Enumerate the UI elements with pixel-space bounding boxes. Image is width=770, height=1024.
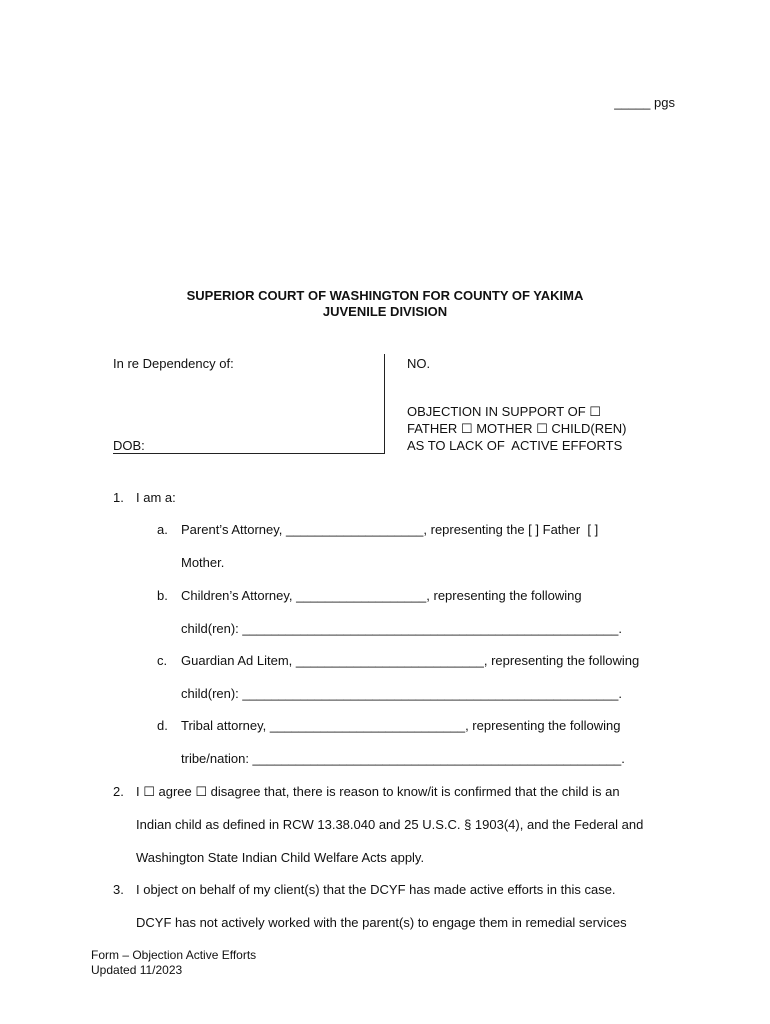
item-1c-line1: Guardian Ad Litem, __________________________, representing the following — [181, 653, 640, 668]
item-3-number: 3. — [113, 882, 124, 897]
item-1-text: I am a: — [136, 490, 176, 505]
item-2-number: 2. — [113, 784, 124, 799]
item-1b-line2: child(ren): ____________________________________________________. — [181, 621, 622, 636]
in-re-label: In re Dependency of: — [113, 356, 234, 371]
item-1a-line2: Mother. — [181, 555, 225, 570]
item-1b-label: b. — [157, 588, 168, 603]
item-1b-line1: Children’s Attorney, __________________, representing the following — [181, 588, 582, 603]
item-1d-label: d. — [157, 718, 168, 733]
footer-form-name: Form – Objection Active Efforts — [91, 948, 257, 962]
item-1c-line2: child(ren): ____________________________________________________. — [181, 686, 622, 701]
item-1a-label: a. — [157, 522, 168, 537]
item-3-line2: DCYF has not actively worked with the parent(s) to engage them in remedial services — [136, 915, 627, 930]
case-number-label: NO. — [407, 356, 431, 371]
court-name: SUPERIOR COURT OF WASHINGTON FOR COUNTY OF YAKIMA — [186, 288, 584, 303]
document-title-line1: OBJECTION IN SUPPORT OF ☐ — [407, 404, 601, 419]
dob-label: DOB: — [113, 438, 145, 453]
caption-bottom-line — [113, 453, 384, 454]
footer-updated: Updated 11/2023 — [91, 963, 183, 977]
item-1-number: 1. — [113, 490, 124, 505]
item-2-line2: Indian child as defined in RCW 13.38.040 and 25 U.S.C. § 1903(4), and the Federal and — [136, 817, 644, 832]
item-1c-label: c. — [157, 653, 168, 668]
item-1d-line1: Tribal attorney, ___________________________, representing the following — [181, 718, 621, 733]
document-title-line3: AS TO LACK OF ACTIVE EFFORTS — [407, 438, 623, 453]
item-2-line1: I ☐ agree ☐ disagree that, there is reason to know/it is confirmed that the child is an — [136, 784, 620, 799]
item-1d-line2: tribe/nation: ___________________________________________________. — [181, 751, 625, 766]
document-title-line2: FATHER ☐ MOTHER ☐ CHILD(REN) — [407, 421, 627, 436]
page-count: _____ pgs — [614, 95, 675, 110]
item-1a-line1: Parent’s Attorney, ___________________, representing the [ ] Father [ ] — [181, 522, 599, 537]
item-3-line1: I object on behalf of my client(s) that the DCYF has made active efforts in this case. — [136, 882, 616, 897]
item-2-line3: Washington State Indian Child Welfare Acts apply. — [136, 850, 425, 865]
caption-vertical-divider — [384, 354, 385, 454]
court-division: JUVENILE DIVISION — [322, 304, 448, 319]
